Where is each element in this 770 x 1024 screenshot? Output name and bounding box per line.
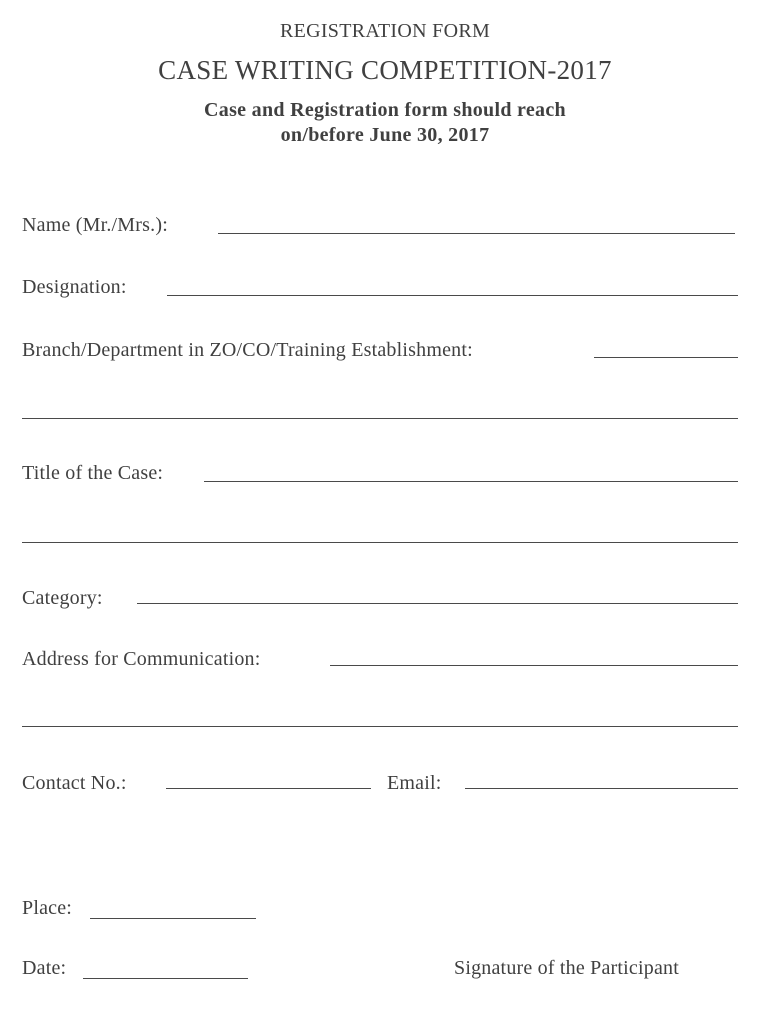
case-title-label: Title of the Case:: [22, 462, 164, 484]
branch-line[interactable]: [594, 357, 738, 358]
case-title-line[interactable]: [204, 481, 738, 482]
deadline-note-line1: Case and Registration form should reach: [204, 99, 566, 121]
designation-label: Designation:: [22, 276, 127, 298]
contact-line[interactable]: [166, 788, 371, 789]
signature-label: Signature of the Participant: [454, 957, 679, 979]
form-heading: REGISTRATION FORM: [279, 20, 491, 42]
competition-title: CASE WRITING COMPETITION-2017: [158, 55, 612, 85]
name-label: Name (Mr./Mrs.):: [22, 214, 168, 236]
date-label: Date:: [22, 957, 67, 979]
category-label: Category:: [22, 587, 103, 609]
place-line[interactable]: [90, 918, 256, 919]
address-line-continued[interactable]: [22, 726, 738, 727]
date-line[interactable]: [83, 978, 248, 979]
case-title-line-continued[interactable]: [22, 542, 738, 543]
address-line[interactable]: [330, 665, 738, 666]
email-label: Email:: [387, 772, 442, 794]
email-line[interactable]: [465, 788, 738, 789]
designation-line[interactable]: [167, 295, 738, 296]
address-label: Address for Communication:: [22, 648, 261, 670]
place-label: Place:: [22, 897, 73, 919]
contact-label: Contact No.:: [22, 772, 127, 794]
branch-label: Branch/Department in ZO/CO/Training Establishment:: [22, 339, 473, 361]
name-line[interactable]: [218, 233, 735, 234]
category-line[interactable]: [137, 603, 738, 604]
deadline-note-line2: on/before June 30, 2017: [280, 124, 490, 146]
branch-line-continued[interactable]: [22, 418, 738, 419]
